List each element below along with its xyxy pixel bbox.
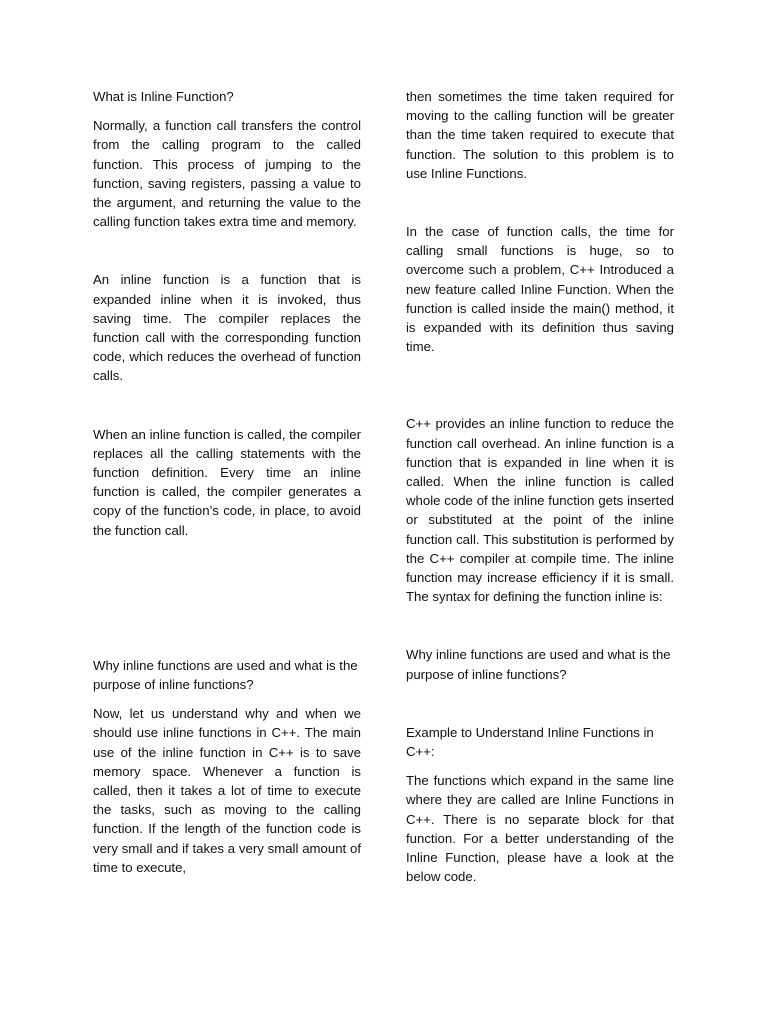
- heading-why-inline-functions: Why inline functions are used and what is the purpose of inline functions?: [93, 657, 358, 693]
- paragraph-cpp-provides-inline: C++ provides an inline function to reduce the function call overhead. An inline function is a function that is expanded in line when it is called. When the inline function is called whole code of the inline function gets inserted or substituted at the point of the inline function call. This substitution is performed by the C++ compiler at compile time. The inline function may increase efficiency if it is small. The syntax for defining the function inline is:: [406, 416, 674, 605]
- paragraph-inline-called: When an inline function is called, the compiler replaces all the calling statements with the function definition. Every time an inline function is called, the compiler generates a copy of the function’s code, in place, to avoid the function call.: [93, 426, 361, 538]
- paragraph-why-when-inline: Now, let us understand why and when we should use inline functions in C++. The main use of the inline function in C++ is to save memory space. Whenever a function is called, then it takes a lot of time to execute the tasks, such as moving to the calling function. If the length of the function code is very small and if takes a very small amount of time to execute,: [93, 706, 361, 875]
- paragraph-inline-definition: An inline function is a function that is expanded inline when it is invoked, thus saving time. The compiler replaces the function call with the corresponding function code, which reduces the overhead of function calls.: [93, 272, 361, 384]
- heading-example-inline-functions: Example to Understand Inline Functions in C++:: [406, 724, 654, 760]
- paragraph-continued-time-taken: then sometimes the time taken required for moving to the calling function will be greater than the time taken required to execute that function. The solution to this problem is to use Inline Functions.: [406, 89, 674, 181]
- right-column: [406, 87, 674, 887]
- paragraph-small-functions: In the case of function calls, the time for calling small functions is huge, so to overcome such a problem, C++ Introduced a new feature called Inline Function. When the function is called inside the main() method, it is expanded with its definition thus saving time.: [406, 224, 674, 355]
- heading-why-inline-functions-repeat: Why inline functions are used and what is the purpose of inline functions?: [406, 647, 671, 682]
- paragraph-functions-expand-same-line: The functions which expand in the same line where they are called are Inline Functions in C++. There is no separate block for that function. For a better understanding of the Inline Function, please have a look at the below code.: [406, 773, 674, 885]
- left-column: [93, 87, 361, 877]
- heading-what-is-inline-function: What is Inline Function?: [93, 89, 234, 104]
- paragraph-function-call-overhead: Normally, a function call transfers the control from the calling program to the called function. This process of jumping to the function, saving registers, passing a value to the argument, and returning the value to the calling function takes extra time and memory.: [93, 118, 361, 230]
